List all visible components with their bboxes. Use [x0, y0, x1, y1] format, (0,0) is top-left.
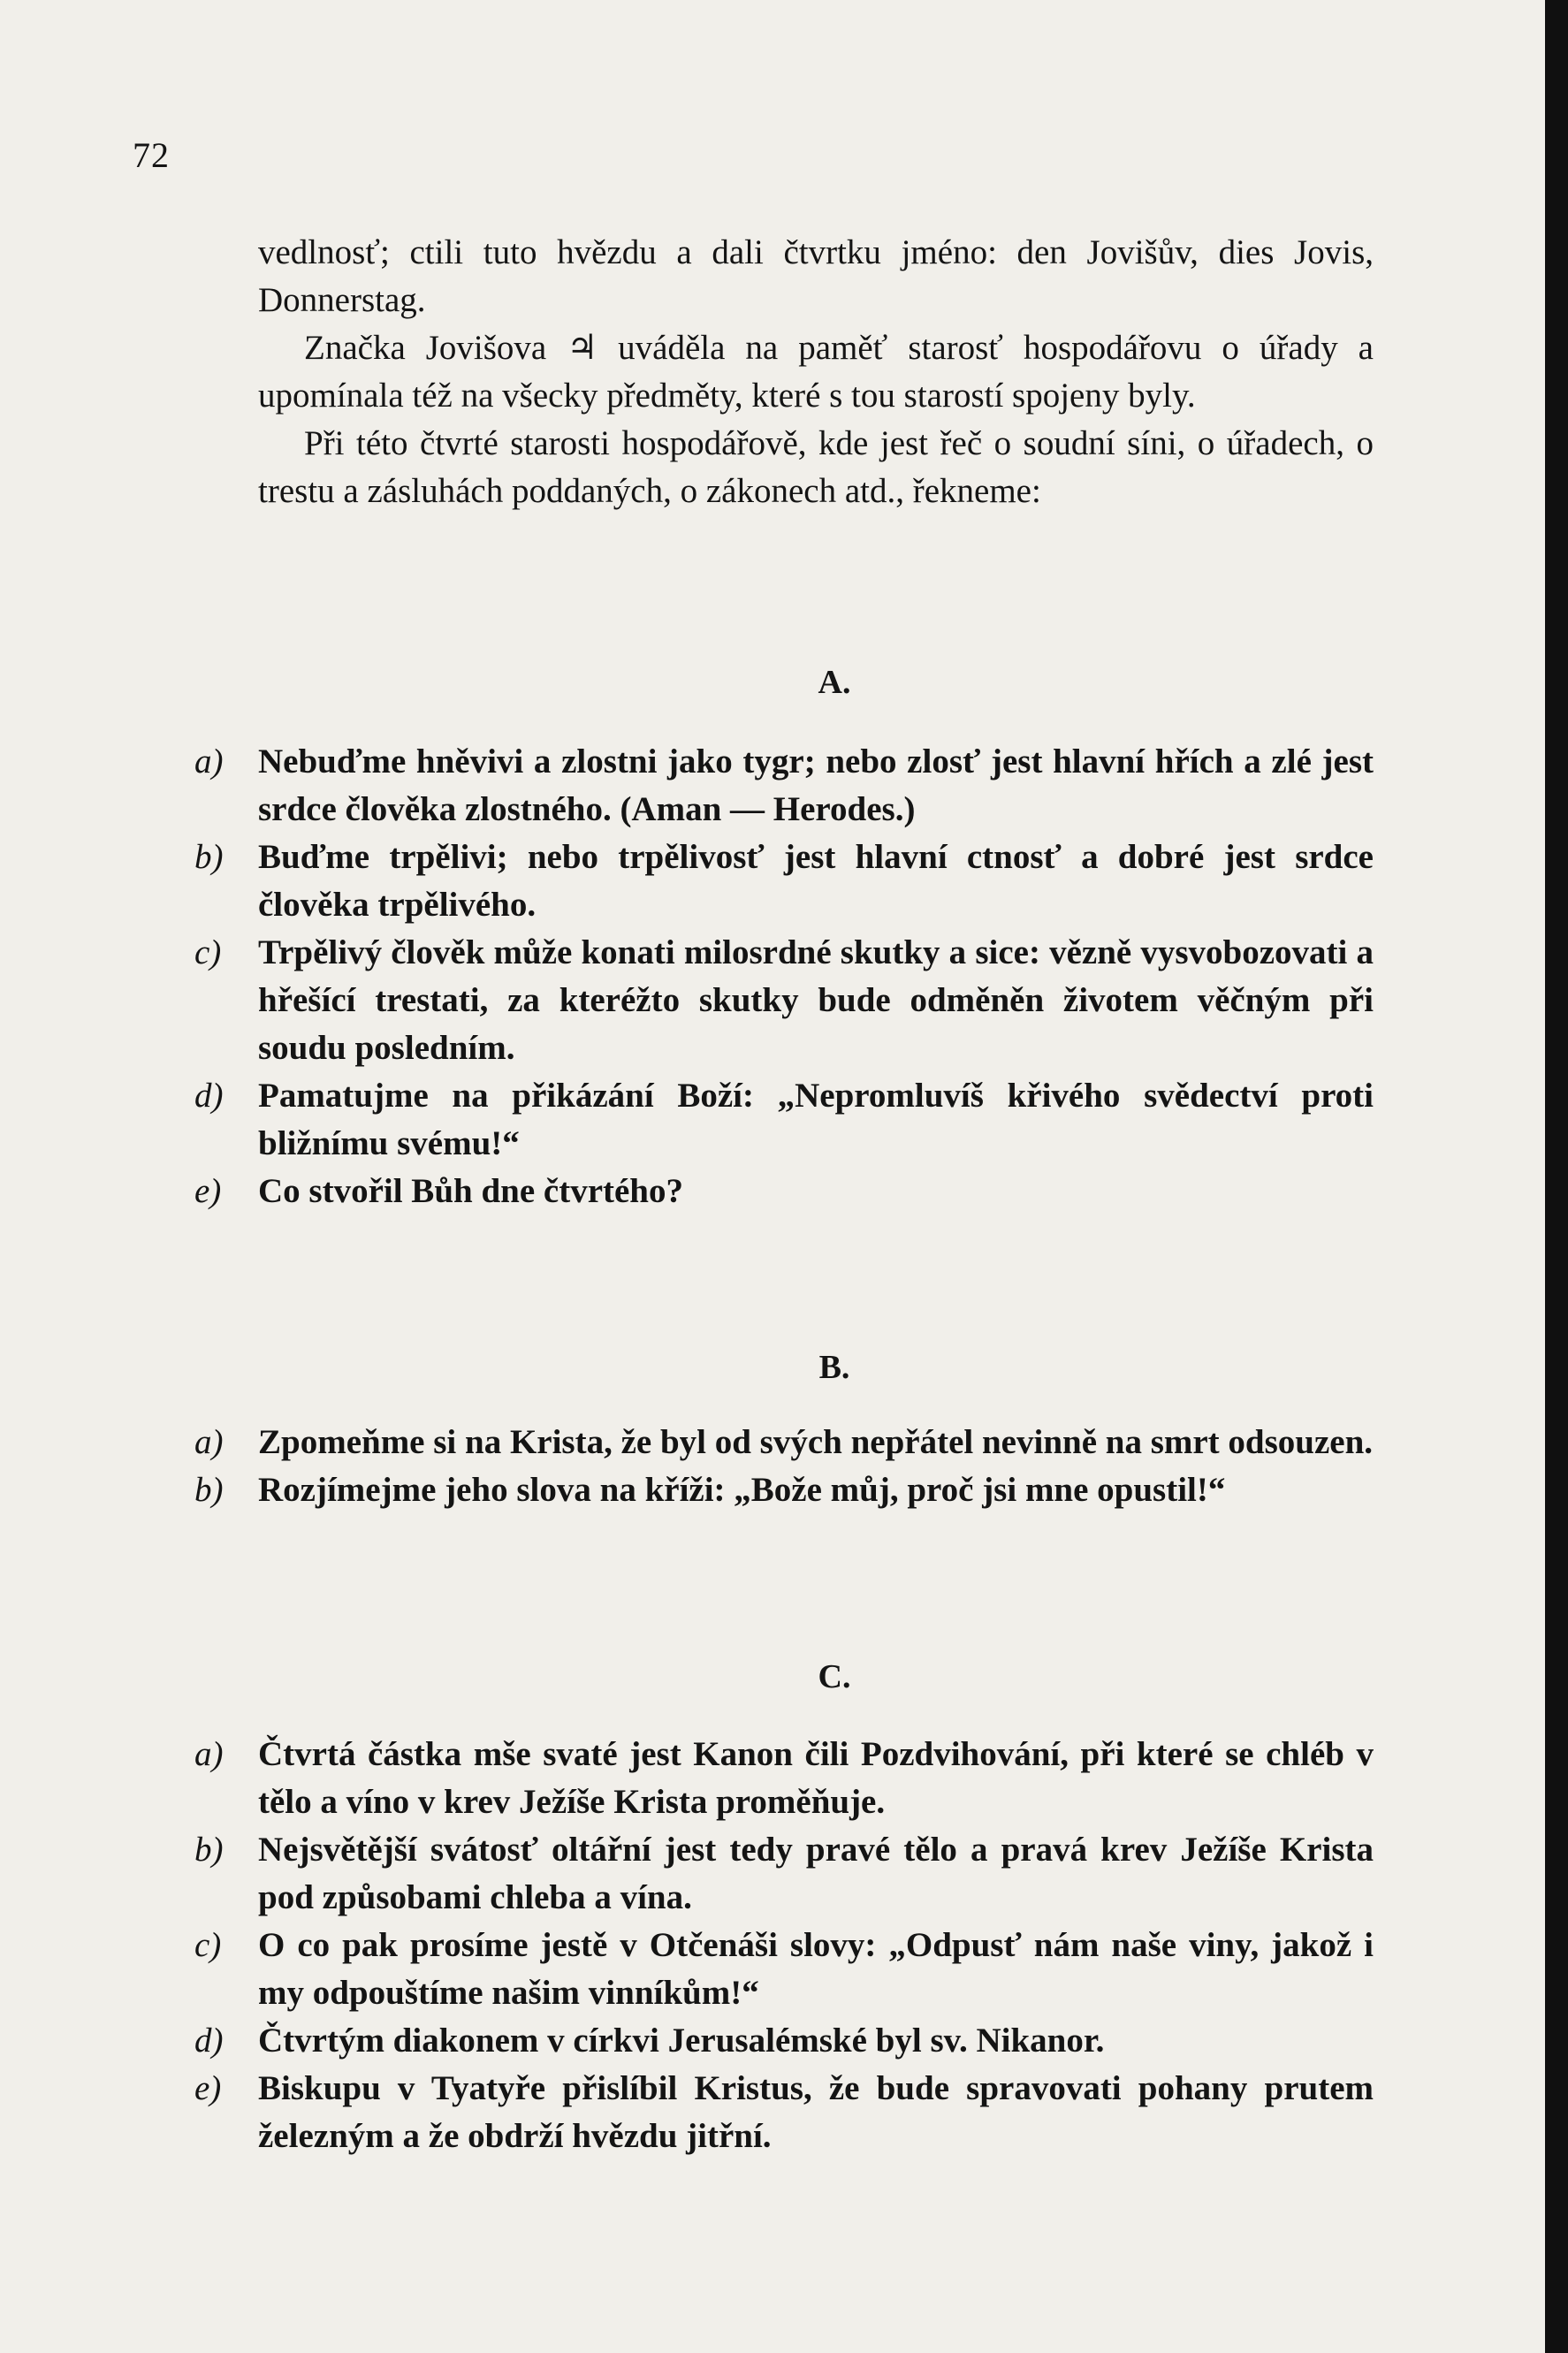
- section-c-heading: C.: [818, 1658, 851, 1695]
- item-label: c): [194, 1926, 222, 1964]
- intro-text: [258, 229, 1374, 515]
- item-label: e): [194, 1172, 222, 1210]
- list-item: [0, 1168, 1545, 1215]
- item-text: Rozjímejme jeho slova na kříži: „Bože můj, proč jsi mne opustil!“: [258, 1471, 1226, 1509]
- item-label: e): [194, 2069, 222, 2107]
- item-text: Buďme trpělivi; nebo trpělivosť jest hlavní ctnosť a dobré jest srdce člověka trpělivého.: [258, 838, 1374, 924]
- list-item: [0, 2017, 1545, 2065]
- item-text: Pamatujme na přikázání Boží: „Nepromluvíš křivého svědectví proti bližnímu svému!“: [258, 1077, 1374, 1162]
- item-label: b): [194, 1471, 224, 1509]
- item-label: a): [194, 742, 224, 781]
- list-item: [0, 1072, 1545, 1168]
- item-label: a): [194, 1735, 224, 1773]
- scan-edge: [1545, 0, 1568, 2353]
- item-label: d): [194, 1077, 224, 1115]
- page-number: 72: [133, 135, 170, 175]
- item-text: Zpomeňme si na Krista, že byl od svých nepřátel nevinně na smrt odsouzen.: [258, 1423, 1374, 1461]
- section-a-heading: A.: [818, 664, 851, 701]
- item-text: Co stvořil Bůh dne čtvrtého?: [258, 1172, 683, 1210]
- item-text: Nejsvětější svátosť oltářní jest tedy pravé tělo a pravá krev Ježíše Krista pod způsobami chleba a vína.: [258, 1831, 1374, 1916]
- item-text: Trpělivý člověk může konati milosrdné skutky a sice: vězně vysvobozovati a hřešící trestati, za kteréžto skutky bude odměněn životem věčným při soudu posledním.: [258, 933, 1374, 1067]
- list-item: [0, 1826, 1545, 1922]
- item-label: d): [194, 2022, 224, 2060]
- list-item: [0, 834, 1545, 929]
- intro-paragraph-1: vedlnosť; ctili tuto hvězdu a dali čtvrtku jméno: den Jovišův, dies Jovis, Donnerstag.: [258, 233, 1374, 319]
- item-text: Čtvrtá částka mše svaté jest Kanon čili Pozdvihování, při které se chléb v tělo a víno v krev Ježíše Krista proměňuje.: [258, 1735, 1374, 1821]
- item-text: Biskupu v Tyatyře přislíbil Kristus, že bude spravovati pohany prutem železným a že obdrží hvězdu jitřní.: [258, 2069, 1374, 2155]
- item-text: Čtvrtým diakonem v církvi Jerusalémské byl sv. Nikanor.: [258, 2022, 1105, 2060]
- list-item: [0, 2065, 1545, 2160]
- list-item: [0, 738, 1545, 834]
- section-b-heading: B.: [818, 1349, 850, 1386]
- item-label: b): [194, 838, 224, 876]
- list-item: [0, 929, 1545, 1072]
- item-label: b): [194, 1831, 224, 1869]
- item-text: Nebuďme hněvivi a zlostni jako tygr; nebo zlosť jest hlavní hřích a zlé jest srdce člověka zlostného. (Aman — Herodes.): [258, 742, 1374, 828]
- list-item: [0, 1731, 1545, 1826]
- item-label: a): [194, 1423, 224, 1461]
- intro-paragraph-3: Při této čtvrté starosti hospodářově, kde jest řeč o soudní síni, o úřadech, o trestu a zásluhách poddaných, o zákonech atd., řekneme:: [258, 424, 1374, 510]
- item-text: O co pak prosíme jestě v Otčenáši slovy: „Odpusť nám naše viny, jakož i my odpouštíme našim vinníkům!“: [258, 1926, 1374, 2012]
- intro-paragraph-2: Značka Jovišova ♃ uváděla na paměť starosť hospodářovu o úřady a upomínala též na všecky předměty, které s tou starostí spojeny byly.: [258, 329, 1374, 415]
- list-item: [0, 1922, 1545, 2017]
- list-item: [0, 1466, 1545, 1514]
- section-c-list: [0, 1731, 1545, 2160]
- section-b-list: [0, 1419, 1545, 1514]
- item-label: c): [194, 933, 222, 971]
- list-item: [0, 1419, 1545, 1466]
- section-a-list: [0, 738, 1545, 1215]
